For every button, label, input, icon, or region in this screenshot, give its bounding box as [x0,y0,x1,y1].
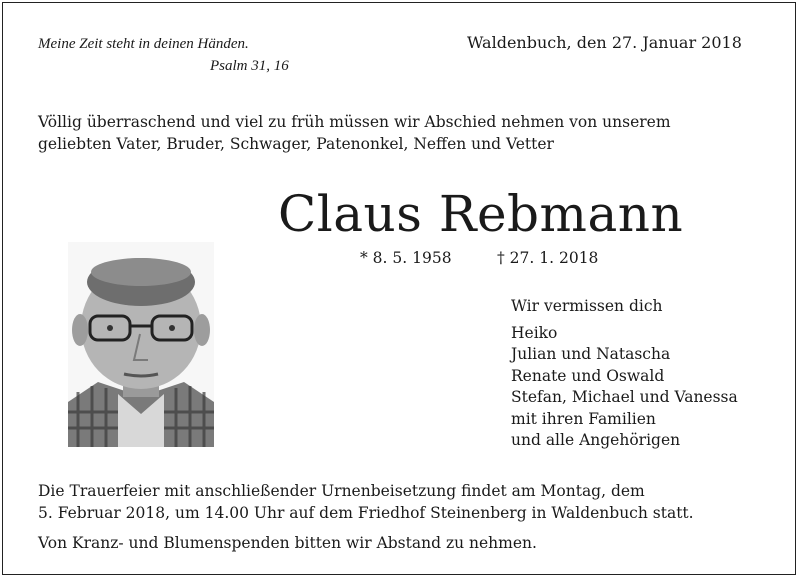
place-and-date: Waldenbuch, den 27. Januar 2018 [467,33,742,52]
intro-text [38,111,671,155]
motto-reference: Psalm 31, 16 [210,58,289,74]
funeral-info [38,480,694,554]
funeral-line: Die Trauerfeier mit anschließender Urnenbeisetzung findet am Montag, dem [38,482,645,500]
mourner-name: Julian und Natascha [511,345,671,363]
birth-date: * 8. 5. 1958 [360,249,452,267]
mourner-name: Heiko [511,323,558,342]
funeral-line: 5. Februar 2018, um 14.00 Uhr auf dem Friedhof Steinenberg in Waldenbuch statt. [38,504,694,522]
mourners-list [511,296,738,452]
mourners-heading: Wir vermissen dich [511,297,663,315]
motto-line: Meine Zeit steht in deinen Händen. [38,36,249,52]
bible-motto [38,33,289,77]
portrait-image [68,242,214,447]
intro-line: Völlig überraschend und viel zu früh müssen wir Abschied nehmen von unserem [38,113,671,131]
portrait-photo [68,242,214,447]
death-date: † 27. 1. 2018 [497,249,599,267]
mourner-name: Renate und Oswald [511,366,665,385]
flowers-note: Von Kranz- und Blumenspenden bitten wir Abstand zu nehmen. [38,534,537,552]
mourner-name: und alle Angehörigen [511,431,681,449]
mourner-name: mit ihren Familien [511,409,656,428]
deceased-name: Claus Rebmann [278,185,684,243]
intro-line: geliebten Vater, Bruder, Schwager, Patenonkel, Neffen und Vetter [38,135,554,153]
mourner-name: Stefan, Michael und Vanessa [511,388,738,406]
